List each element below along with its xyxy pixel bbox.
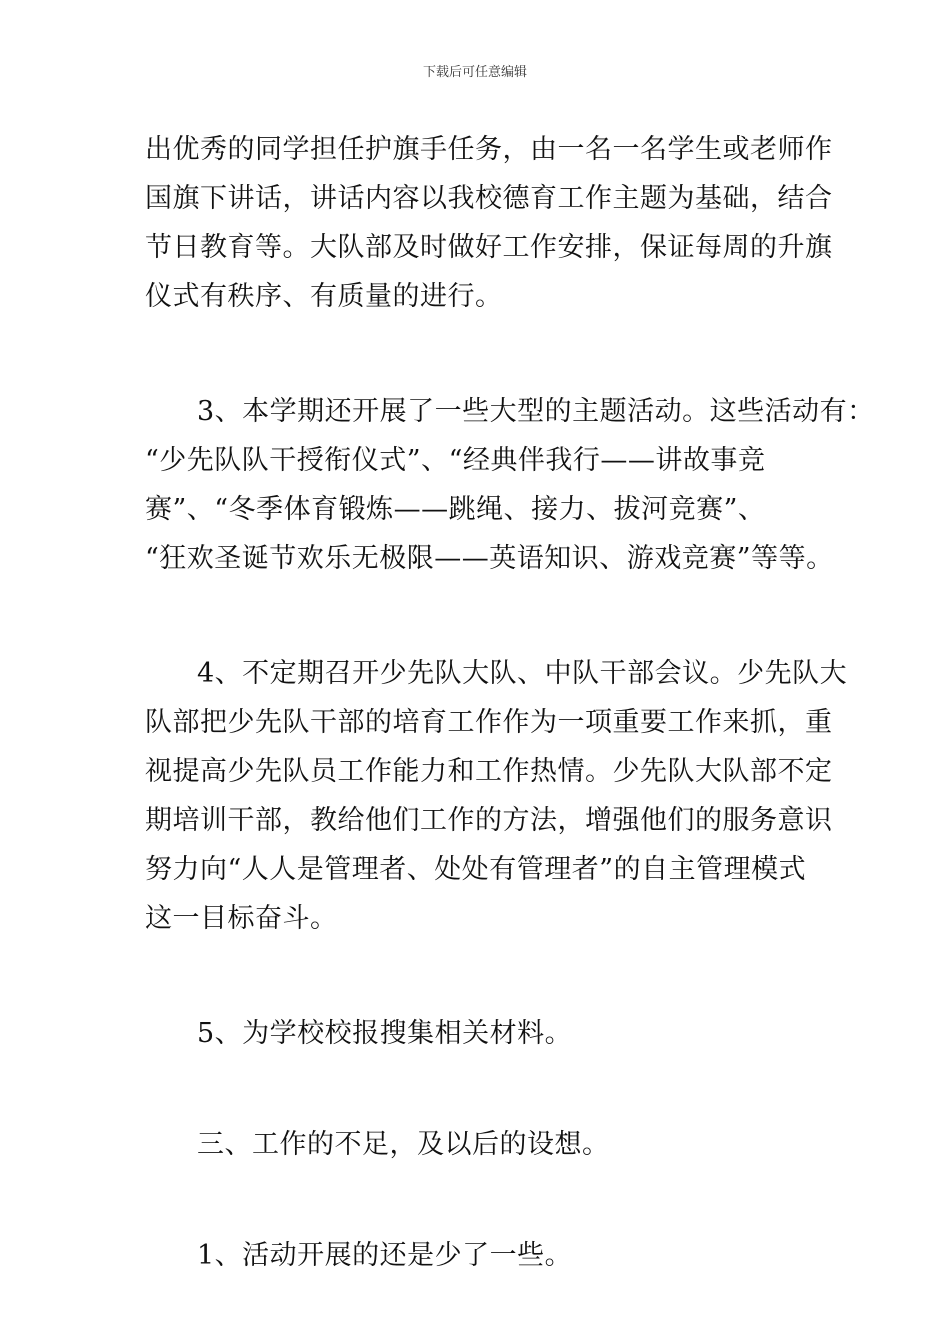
text-line: “少先队队干授衔仪式”、“经典伴我行——讲故事竞	[145, 445, 766, 476]
paragraph-item-3	[145, 387, 875, 583]
text-line: 3、本学期还开展了一些大型的主题活动。这些活动有：	[197, 396, 875, 427]
text-line: 1、活动开展的还是少了一些。	[197, 1240, 573, 1271]
text-line: 出优秀的同学担任护旗手任务，由一名一名学生或老师作	[145, 134, 833, 165]
text-line: 视提高少先队员工作能力和工作热情。少先队大队部不定	[145, 756, 833, 787]
document-body	[145, 125, 875, 1280]
paragraph-item-4	[145, 649, 848, 943]
text-line: 期培训干部，教给他们工作的方法，增强他们的服务意识	[145, 805, 833, 836]
text-line: 仪式有秩序、有质量的进行。	[145, 281, 503, 312]
text-line: 5、为学校校报搜集相关材料。	[197, 1018, 573, 1049]
page-header: 下载后可任意编辑	[422, 65, 527, 80]
section-heading-shortcomings	[145, 1120, 825, 1169]
paragraph-flag-ceremony	[145, 125, 833, 321]
text-line: 队部把少先队干部的培育工作作为一项重要工作来抓，重	[145, 707, 833, 738]
text-line: 节日教育等。大队部及时做好工作安排，保证每周的升旗	[145, 232, 833, 263]
text-line: 赛”、“冬季体育锻炼——跳绳、接力、拔河竞赛”、	[145, 494, 766, 525]
text-line: 这一目标奋斗。	[145, 903, 338, 934]
paragraph-item-5	[145, 1009, 825, 1058]
text-line: 国旗下讲话，讲话内容以我校德育工作主题为基础，结合	[145, 183, 833, 214]
text-line: 努力向“人人是管理者、处处有管理者”的自主管理模式	[145, 854, 807, 885]
text-line: 4、不定期召开少先队大队、中队干部会议。少先队大	[197, 658, 848, 689]
paragraph-shortcoming-1	[145, 1231, 825, 1280]
text-line: 三、工作的不足，及以后的设想。	[197, 1129, 610, 1160]
text-line: “狂欢圣诞节欢乐无极限——英语知识、游戏竞赛”等等。	[145, 543, 834, 574]
